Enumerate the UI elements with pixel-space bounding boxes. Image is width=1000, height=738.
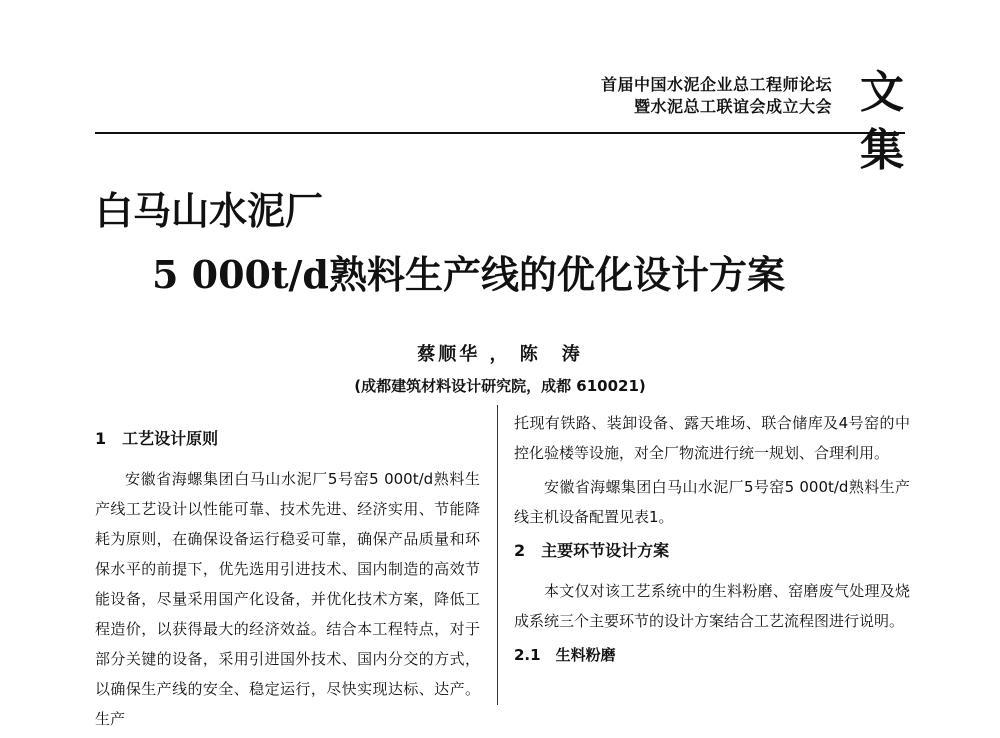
paper-title-line2: 5 000t/d熟料生产线的优化设计方案 [152, 252, 785, 297]
column-divider [497, 405, 498, 705]
subsection-2-1-heading: 2.1 生料粉磨 [514, 646, 616, 664]
author-separator: ， [489, 344, 511, 365]
right-column [514, 408, 910, 670]
journal-header-text [582, 74, 832, 118]
equipment-paragraph: 安徽省海螺集团白马山水泥厂5号窑5 000t/d熟料生产线主机设备配置见表1。 [514, 478, 910, 526]
section-1-paragraph: 安徽省海螺集团白马山水泥厂5号窑5 000t/d熟料生产线工艺设计以性能可靠、技术先进、经济实用、节能降耗为原则，在确保设备运行稳妥可靠，确保产品质量和环保水平的前提下，优先选用引进技术、国内制造的高效节能设备，尽量采用国产化设备，并优化技术方案，降低工程造价，以获得最大的经济效益。结合本工程特点，对于部分关键的设备，采用引进国外技术、国内分交的方式，以确保生产线的安全、稳定运行，尽快实现达标、达产。生产 [95, 470, 480, 728]
authors [0, 340, 1000, 366]
author-1: 蔡顺华 [417, 344, 481, 365]
affiliation: (成都建筑材料设计研究院，成都 610021) [354, 377, 646, 395]
left-column [95, 420, 480, 738]
paper-title-line1: 白马山水泥厂 [95, 188, 324, 233]
journal-header-collection: 文集 [860, 67, 904, 176]
journal-header-line1: 首届中国水泥企业总工程师论坛 [600, 75, 832, 94]
section-2-paragraph: 本文仅对该工艺系统中的生料粉磨、窑磨废气处理及烧成系统三个主要环节的设计方案结合工艺流程图进行说明。 [514, 582, 910, 630]
section-2-heading: 2 主要环节设计方案 [514, 541, 670, 560]
author-2: 陈 涛 [519, 344, 583, 365]
header-rule [95, 132, 905, 134]
continued-paragraph: 托现有铁路、装卸设备、露天堆场、联合储库及4号窑的中控化验楼等设施，对全厂物流进行统一规划、合理利用。 [514, 414, 910, 462]
section-1-heading: 1 工艺设计原则 [95, 429, 219, 448]
journal-header-line2: 暨水泥总工联谊会成立大会 [633, 97, 832, 116]
